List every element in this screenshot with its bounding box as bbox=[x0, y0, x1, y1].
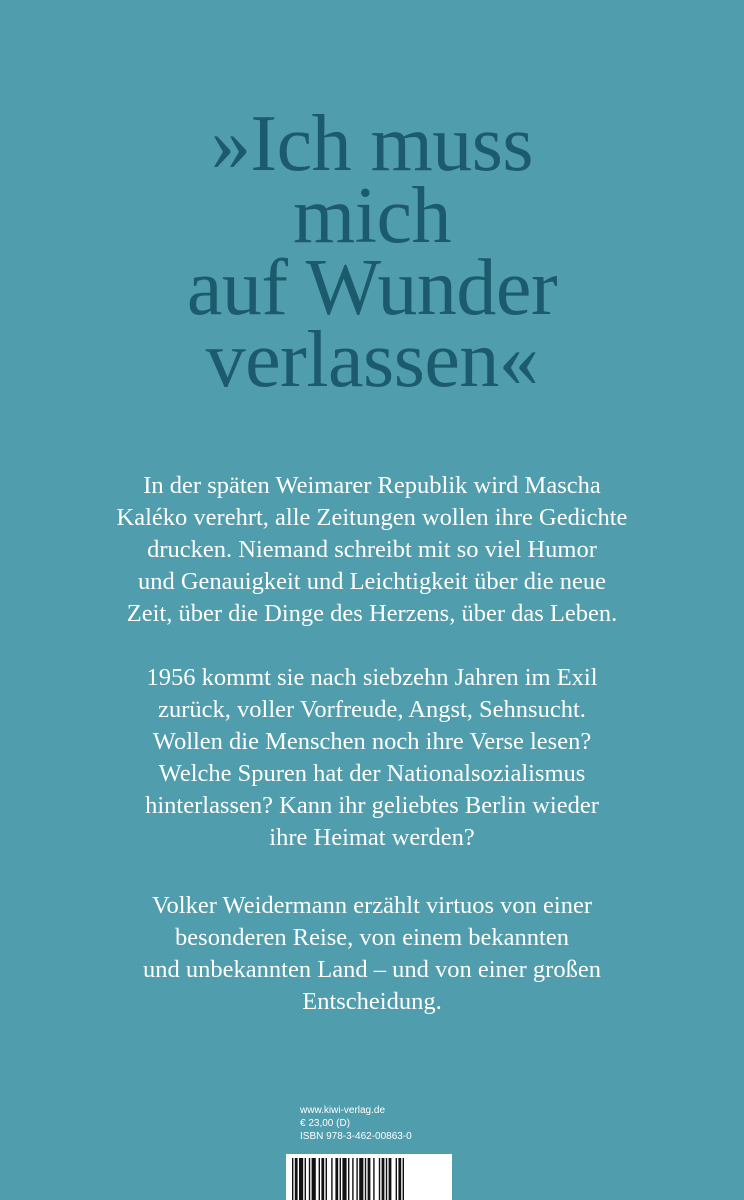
barcode-bar bbox=[331, 1158, 332, 1200]
quote-line: auf Wunder bbox=[186, 244, 558, 332]
isbn-label: ISBN 978-3-462-00863-0 bbox=[300, 1131, 412, 1142]
blurb-line: und unbekannten Land – und von einer großen bbox=[143, 956, 601, 983]
blurb-line: und Genauigkeit und Leichtigkeit über die neue bbox=[137, 568, 607, 595]
blurb-line: Entscheidung. bbox=[302, 988, 442, 1015]
blurb-line: Welche Spuren hat der Nationalsozialismus bbox=[158, 760, 586, 787]
barcode-bar bbox=[295, 1158, 298, 1200]
quote-line: mich bbox=[293, 172, 451, 260]
blurb-line: besonderen Reise, von einem bekannten bbox=[175, 924, 569, 951]
barcode-bar bbox=[352, 1158, 353, 1200]
barcode-bar bbox=[373, 1158, 374, 1200]
publisher-imprint bbox=[300, 1104, 450, 1143]
barcode-bar bbox=[321, 1158, 324, 1200]
barcode-bar bbox=[382, 1158, 385, 1200]
blurb-line: In der späten Weimarer Republik wird Mascha bbox=[143, 472, 601, 499]
quote-line: verlassen« bbox=[205, 316, 539, 404]
blurb-line: zurück, voller Vorfreude, Angst, Sehnsucht. bbox=[158, 696, 586, 723]
barcode-bar bbox=[398, 1158, 401, 1200]
barcode-bar bbox=[309, 1158, 310, 1200]
barcode-bar bbox=[319, 1158, 320, 1200]
barcode-bar bbox=[396, 1158, 397, 1200]
barcode-bar bbox=[359, 1158, 363, 1200]
publisher-website: www.kiwi-verlag.de bbox=[300, 1105, 386, 1116]
blurb-line: Wollen die Menschen noch ihre Verse lesen? bbox=[152, 728, 592, 755]
barcode-bar bbox=[342, 1158, 346, 1200]
quote-line: »Ich muss bbox=[210, 100, 534, 188]
barcode-bar bbox=[368, 1158, 371, 1200]
barcode-bar bbox=[356, 1158, 357, 1200]
barcode-bar bbox=[348, 1158, 349, 1200]
barcode-bar bbox=[389, 1158, 392, 1200]
price-label: € 23,00 (D) bbox=[300, 1118, 351, 1129]
barcode-bar bbox=[305, 1158, 306, 1200]
barcode-bar bbox=[340, 1158, 341, 1200]
barcode-bar bbox=[365, 1158, 366, 1200]
barcode-bar bbox=[326, 1158, 327, 1200]
blurb-line: Volker Weidermann erzählt virtuos von einer bbox=[151, 892, 593, 919]
barcode-bar bbox=[312, 1158, 316, 1200]
blurb-line: 1956 kommt sie nach siebzehn Jahren im Exil bbox=[146, 664, 598, 691]
blurb-line: hinterlassen? Kann ihr geliebtes Berlin wieder bbox=[145, 792, 599, 819]
barcode bbox=[286, 1154, 452, 1200]
barcode-icon bbox=[286, 1154, 452, 1200]
blurb-paragraph-1 bbox=[60, 470, 684, 630]
blurb-line: drucken. Niemand schreibt mit so viel Humor bbox=[147, 536, 597, 563]
barcode-bar bbox=[335, 1158, 338, 1200]
blurb-line: Zeit, über die Dinge des Herzens, über das Leben. bbox=[126, 600, 618, 627]
blurb-line: ihre Heimat werden? bbox=[269, 824, 475, 851]
barcode-bar bbox=[292, 1158, 293, 1200]
blurb-paragraph-2 bbox=[60, 662, 684, 854]
barcode-bar bbox=[299, 1158, 303, 1200]
title-quote bbox=[0, 100, 744, 404]
blurb-paragraph-3 bbox=[60, 890, 684, 1018]
blurb-line: Kaléko verehrt, alle Zeitungen wollen ihre Gedichte bbox=[116, 504, 628, 531]
barcode-bar bbox=[386, 1158, 387, 1200]
barcode-bar bbox=[403, 1158, 404, 1200]
barcode-bar bbox=[379, 1158, 380, 1200]
